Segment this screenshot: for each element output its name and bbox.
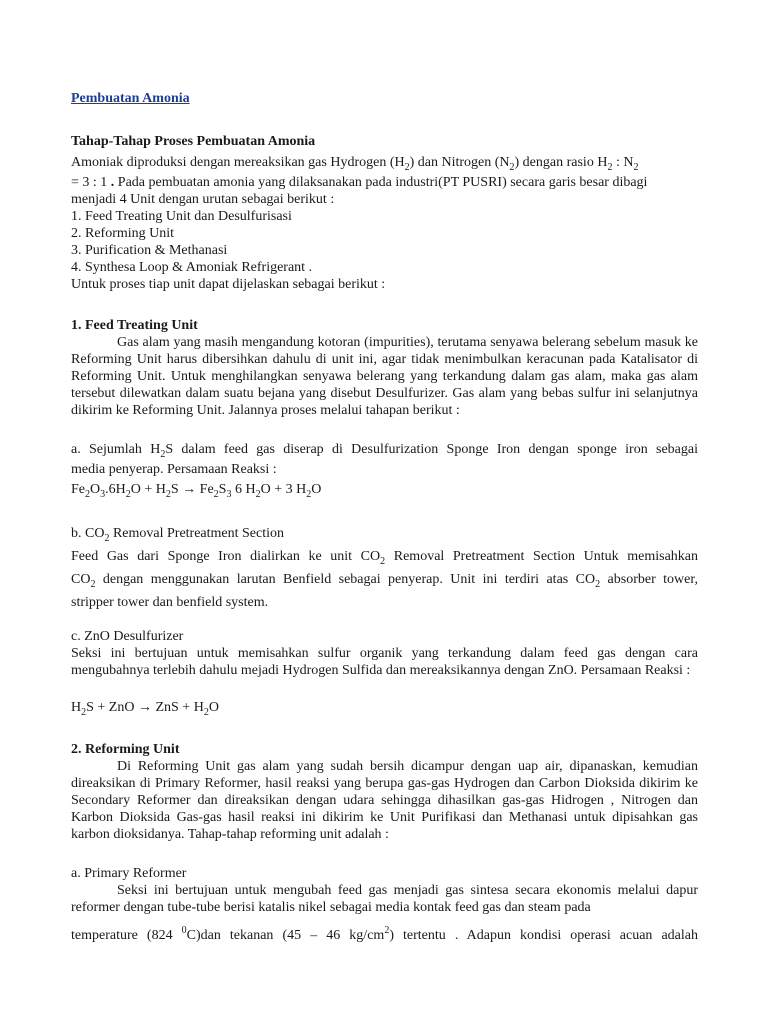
step-2a-paragraph: Seksi ini bertujuan untuk mengubah feed gas menjadi gas sintesa secara ekonomis melalui dapur reformer dengan tube-tube berisi katalis nikel sebagai media kontak feed gas dan steam pada [71, 883, 698, 915]
intro-line-3: menjadi 4 Unit dengan urutan sebagai berikut : [71, 192, 335, 207]
unit-list-item: 4. Synthesa Loop & Amoniak Refrigerant . [71, 260, 313, 275]
section-title: Tahap-Tahap Proses Pembuatan Amonia [71, 134, 316, 149]
step-1a-line-2: media penyerap. Persamaan Reaksi : [71, 462, 277, 477]
step-1b-line-3: stripper tower dan benfield system. [71, 595, 269, 610]
step-1b-line-2: $CO_2$ dengan menggunakan larutan Benfield sebagai penyerap. Unit ini terdiri atas $CO_2$ absorber tower, [71, 572, 698, 590]
page-title[interactable]: Pembuatan Amonia [71, 91, 190, 106]
section-2-paragraph: Di Reforming Unit gas alam yang sudah bersih dicampur dengan uap air, dipanaskan, kemudian direaksikan di Primary Reformer, hasil reaksi yang berupa gas-gas Hydrogen dan Carbon Dioksida dikirim ke Secondary Reformer dan direaksikan dengan udara sehingga dihasilkan gas-gas Hidrogen , Nitrogen dan Karbon Dioksida Gas-gas hasil reaksi ini dikirim ke Unit Purifikasi dan Methanasi untuk dipisahkan gas karbon dioksidanya. Tahap-tahap reforming unit adalah : [71, 759, 698, 842]
units-outro: Untuk proses tiap unit dapat dijelaskan sebagai berikut : [71, 277, 386, 292]
intro-paragraph [71, 151, 711, 293]
step-1b-line-1: Feed Gas dari Sponge Iron dialirkan ke unit $CO_2$ Removal Pretreatment Section Untuk memisahkan [71, 549, 698, 567]
step-1c-heading: c. ZnO Desulfurizer [71, 629, 184, 644]
step-2a-heading: a. Primary Reformer [71, 866, 187, 881]
step-1b-heading: b. $CO_2$ Removal Pretreatment Section [71, 526, 285, 544]
step-1a-line-1: a. Sejumlah $H_2S$ dalam feed gas diserap di Desulfurization Sponge Iron dengan sponge iron sebagai [71, 442, 698, 460]
intro-line-2: = 3 : 1 . Pada pembuatan amonia yang dilaksanakan pada industri(PT PUSRI) secara garis besar dibagi [71, 175, 648, 190]
step-1c-paragraph: Seksi ini bertujuan untuk memisahkan sulfur organik yang terkandung dalam feed gas dengan cara mengubahnya terlebih dahulu mejadi Hydrogen Sulfida dan mereaksikannya dengan ZnO. Persamaan Reaksi : [71, 646, 698, 678]
intro-line-1: Amoniak diproduksi dengan mereaksikan gas Hydrogen $(H_2)$ dan Nitrogen $(N_2)$ dengan rasio $H_2$ : $N_2$ [71, 155, 639, 173]
section-1-heading: 1. Feed Treating Unit [71, 318, 198, 333]
unit-list-item: 2. Reforming Unit [71, 226, 175, 241]
step-1a [71, 438, 698, 501]
section-2-heading: 2. Reforming Unit [71, 742, 180, 757]
step-2a-last-line: temperature (824 $^0$C)dan tekanan (45 – 46 $kg/cm^2$) tertentu . Adapun kondisi operasi acuan adalah [71, 925, 698, 943]
equation-2: $H_2S$ + ZnO → ZnS + $H_2O$ [71, 700, 219, 718]
section-1-paragraph: Gas alam yang masih mengandung kotoran (impurities), terutama senyawa belerang sebelum masuk ke Reforming Unit harus dibersihkan dahulu di unit ini, agar tidak menimbulkan keracunan pada Katalisator di Reforming Unit. Untuk menghilangkan senyawa belerang yang terkandung dalam gas alam, maka gas alam tersebut dilewatkan dalam suatu bejana yang disebut Desulfurizer. Gas alam yang bebas sulfur ini selanjutnya dikirim ke Reforming Unit. Jalannya proses melalui tahapan berikut : [71, 335, 698, 418]
equation-1: $Fe_2O_3.6H_2O + H_2S \to Fe_2S_3$ 6 $H_2O + 3$ $H_2O$ [71, 482, 322, 500]
unit-list-item: 3. Purification & Methanasi [71, 243, 228, 258]
step-1b [71, 522, 698, 614]
unit-list-item: 1. Feed Treating Unit dan Desulfurisasi [71, 209, 292, 224]
